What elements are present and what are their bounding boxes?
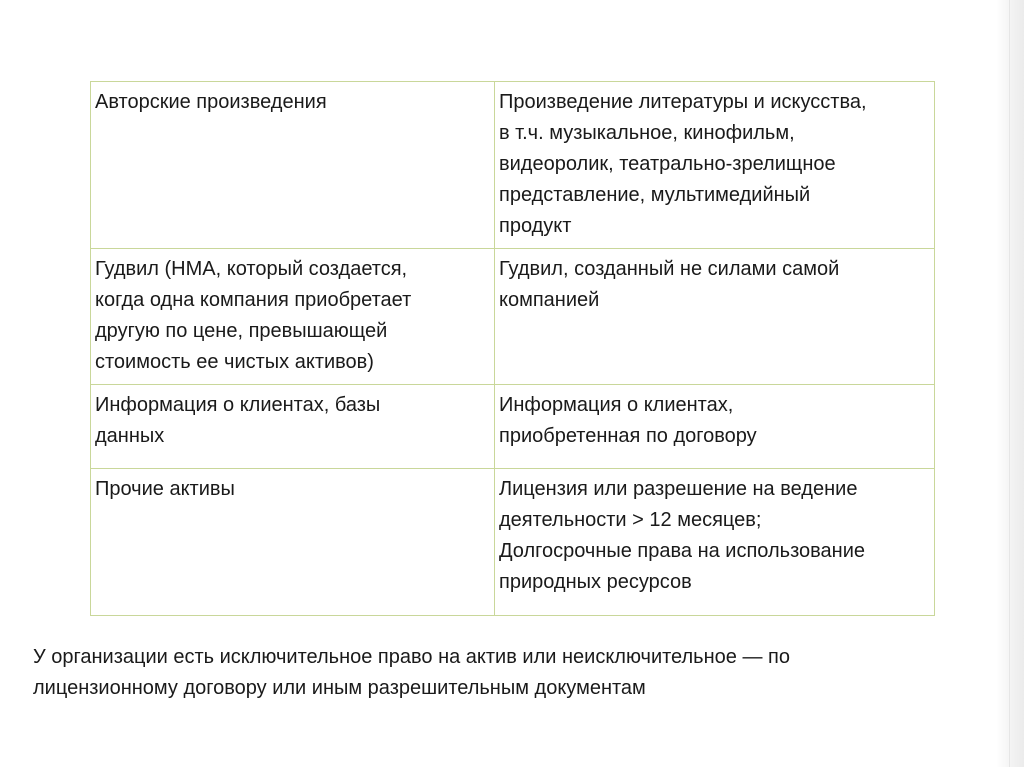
cell-text-line: Произведение литературы и искусства, — [499, 91, 867, 113]
footnote-text — [33, 642, 993, 704]
table-cell-category — [91, 249, 495, 385]
table-cell-category — [91, 469, 495, 616]
cell-text-line: Лицензия или разрешение на ведение — [499, 478, 858, 500]
table-cell-category — [91, 385, 495, 469]
table-row — [91, 249, 935, 385]
cell-text-line: природных ресурсов — [499, 571, 692, 593]
cell-text-line: приобретенная по договору — [499, 425, 757, 447]
cell-text-line: Гудвил (НМА, который создается, — [95, 258, 408, 280]
table-cell-description — [495, 82, 935, 249]
table-row — [91, 469, 935, 616]
intangible-assets-table — [90, 81, 935, 616]
cell-text-line: представление, мультимедийный — [499, 184, 811, 206]
table-cell-description — [495, 469, 935, 616]
table-row — [91, 82, 935, 249]
cell-text-line: Долгосрочные права на использование — [499, 540, 866, 562]
cell-text-line: деятельности > 12 месяцев; — [499, 509, 762, 531]
cell-text-line: продукт — [499, 215, 572, 237]
cell-text-line: Гудвил, созданный не силами самой — [499, 258, 840, 280]
table-cell-description — [495, 249, 935, 385]
table-cell-category — [91, 82, 495, 249]
footnote-line: У организации есть исключительное право на актив или неисключительное — по — [33, 646, 790, 668]
table-row — [91, 385, 935, 469]
cell-text-line: данных — [95, 425, 165, 447]
cell-text-line: в т.ч. музыкальное, кинофильм, — [499, 122, 795, 144]
footnote-line: лицензионному договору или иным разрешительным документам — [33, 677, 646, 699]
cell-text-line: Прочие активы — [95, 478, 235, 500]
cell-text-line: Информация о клиентах, базы — [95, 394, 381, 416]
page-edge-line — [1009, 0, 1010, 767]
cell-text-line: Авторские произведения — [95, 91, 327, 113]
cell-text-line: видеоролик, театрально-зрелищное — [499, 153, 836, 175]
table-cell-description — [495, 385, 935, 469]
cell-text-line: стоимость ее чистых активов) — [95, 351, 374, 373]
page-edge-shadow — [996, 0, 1024, 767]
cell-text-line: компанией — [499, 289, 600, 311]
cell-text-line: когда одна компания приобретает — [95, 289, 412, 311]
cell-text-line: другую по цене, превышающей — [95, 320, 388, 342]
cell-text-line: Информация о клиентах, — [499, 394, 734, 416]
